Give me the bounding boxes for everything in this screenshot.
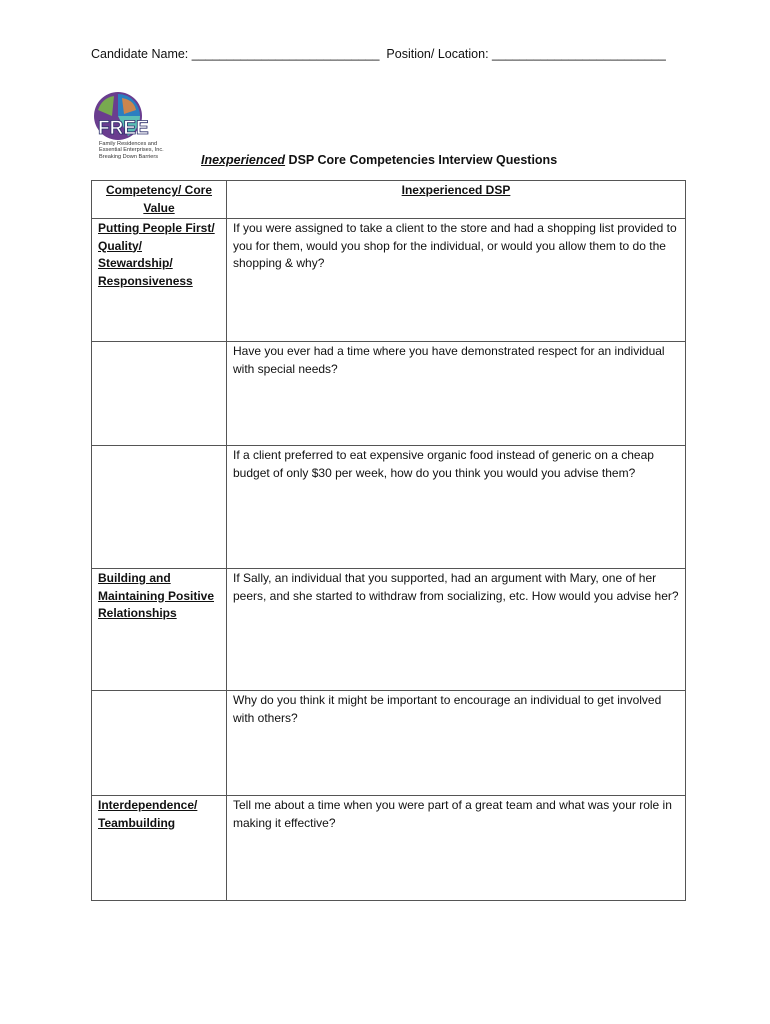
competency-cell: Building and Maintaining Positive Relationships (92, 569, 227, 691)
table-row (92, 691, 686, 796)
competency-table (91, 180, 686, 901)
candidate-name-label: Candidate Name: ___________________________ (91, 47, 380, 61)
table-row (92, 446, 686, 569)
competency-cell (92, 446, 227, 569)
question-cell: If a client preferred to eat expensive organic food instead of generic on a cheap budget of only $30 per week, how do you think you would you advise them? (227, 446, 686, 569)
logo-line-1: Family Residences and (99, 141, 158, 147)
logo-tagline (99, 141, 164, 160)
title-emphasis: Inexperienced (201, 153, 286, 167)
question-cell: Why do you think it might be important to encourage an individual to get involved with others? (227, 691, 686, 796)
competency-cell: Interdependence/ Teambuilding (92, 796, 227, 901)
logo-brand-text: FREE (98, 118, 149, 139)
competency-cell (92, 342, 227, 446)
question-cell: If you were assigned to take a client to the store and had a shopping list provided to you for them, would you shop for the individual, or would you allow them to do the shopping & why? (227, 219, 686, 342)
table-row (92, 569, 686, 691)
table-row (92, 796, 686, 901)
question-cell: Have you ever had a time where you have demonstrated respect for an individual with special needs? (227, 342, 686, 446)
competency-cell (92, 691, 227, 796)
candidate-info-line (91, 47, 666, 61)
table-header-row (92, 181, 686, 219)
table-row (92, 342, 686, 446)
logo-line-3: Breaking Down Barriers (99, 153, 159, 160)
title-rest: DSP Core Competencies Interview Questions (285, 153, 558, 167)
table-row (92, 219, 686, 342)
document-title (201, 153, 557, 167)
logo-line-2: Essential Enterprises, Inc. (99, 147, 164, 154)
question-cell: If Sally, an individual that you supported, had an argument with Mary, one of her peers, and she started to withdraw from socializing, etc. How would you advise her? (227, 569, 686, 691)
header-competency: Competency/ Core Value (92, 181, 227, 219)
competency-cell: Putting People First/ Quality/ Stewardship/ Responsiveness (92, 219, 227, 342)
header-inexperienced-dsp: Inexperienced DSP (227, 181, 686, 219)
question-cell: Tell me about a time when you were part of a great team and what was your role in making it effective? (227, 796, 686, 901)
position-location-label: Position/ Location: _________________________ (386, 47, 666, 61)
